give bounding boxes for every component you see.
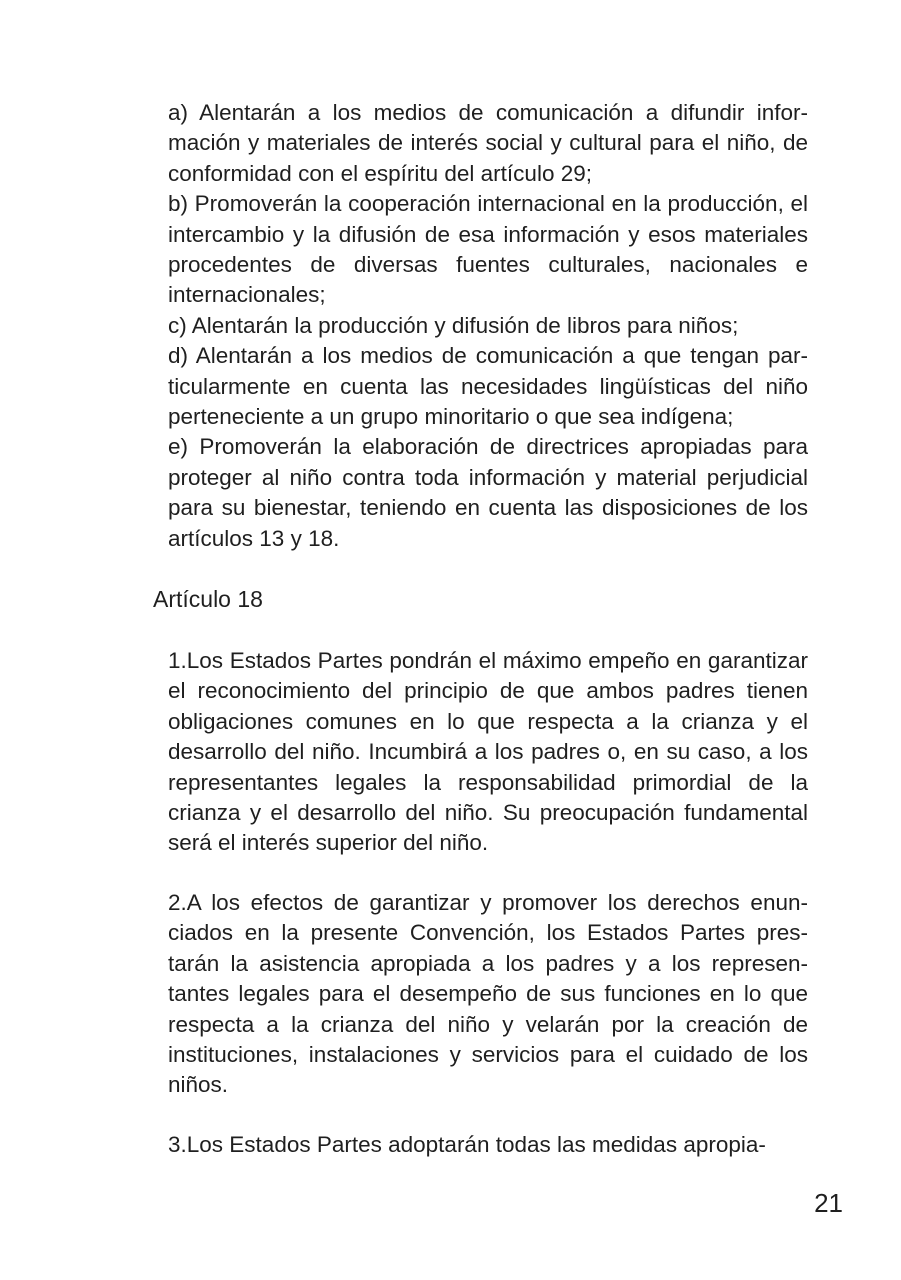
paragraph-2 <box>168 888 808 1101</box>
list-item-b: b) Promoverán la cooperación internacional en la producción, el intercambio y la difusión de esa información y esos materiales procedentes de diversas fuentes culturales, nacionales e internacionales; <box>168 191 808 308</box>
paragraph-text: 2.A los efectos de garantizar y promover los derechos enunciados en la presente Convención, los Estados Partes prestarán la asistencia apropiada a los padres y a los representantes legales para el desempeño de sus funciones en lo que respecta a la crianza del niño y velarán por la creación de instituciones, instalaciones y servicios para el cuidado de los niños. <box>168 890 808 1098</box>
paragraph-text: 1.Los Estados Partes pondrán el máximo empeño en garantizar el reconocimiento del principio de que ambos padres tienen obligaciones comunes en lo que respecta a la crianza y el desarrollo del niño. Incumbirá a los padres o, en su caso, a los representantes legales la responsabilidad primordial de la crianza y el desarrollo del niño. Su preocupación fundamental será el interés superior del niño. <box>168 648 808 856</box>
article-heading: Artículo 18 <box>153 586 263 612</box>
list-item-e: e) Promoverán la elaboración de directrices apropiadas para proteger al niño contra toda información y material perjudicial para su bienestar, teniendo en cuenta las disposiciones de los artículos 13 y 18. <box>168 434 808 551</box>
list-item-d: d) Alentarán a los medios de comunicación a que tengan particularmente en cuenta las necesidades lingüísticas del niño perteneciente a un grupo minoritario o que sea indígena; <box>168 343 808 430</box>
page-number: 21 <box>814 1188 843 1218</box>
paragraph-3 <box>168 1130 808 1160</box>
list-item-c: c) Alentarán la producción y difusión de libros para niños; <box>168 312 739 338</box>
paragraph-1 <box>168 646 808 859</box>
list-item-a: a) Alentarán a los medios de comunicación a difundir información y materiales de interés social y cultural para el niño, de conformidad con el espíritu del artículo 29; <box>168 100 808 186</box>
list-items-block <box>168 98 808 554</box>
paragraph-text: 3.Los Estados Partes adoptarán todas las medidas apropia- <box>168 1132 766 1157</box>
